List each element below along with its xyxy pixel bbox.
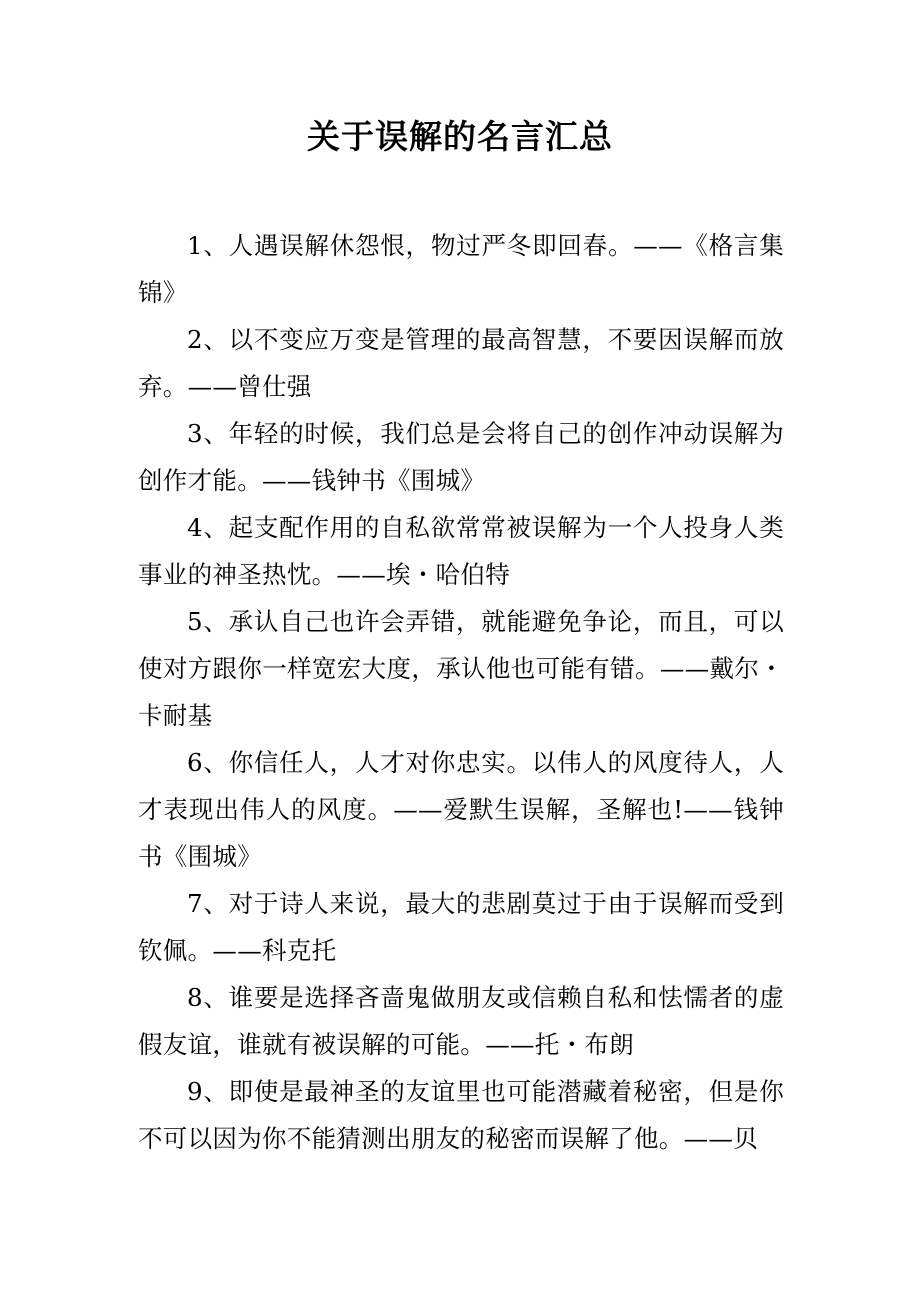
quote-item-1: 1、人遇误解休怨恨，物过严冬即回春。——《格言集锦》 [138,231,784,307]
quote-item-2: 2、以不变应万变是管理的最高智慧，不要因误解而放弃。——曾仕强 [138,325,784,401]
quote-list [138,222,784,1162]
quote-item-3: 3、年轻的时候，我们总是会将自己的创作冲动误解为创作才能。——钱钟书《围城》 [138,419,784,495]
quote-item-9: 9、即使是最神圣的友谊里也可能潜藏着秘密，但是你不可以因为你不能猜测出朋友的秘密而误解了他。——贝 [138,1077,784,1153]
quote-item-5: 5、承认自己也许会弄错，就能避免争论，而且，可以使对方跟你一样宽宏大度，承认他也可能有错。——戴尔・卡耐基 [138,607,784,730]
document-title: 关于误解的名言汇总 [307,117,613,156]
quote-item-7: 7、对于诗人来说，最大的悲剧莫过于由于误解而受到钦佩。——科克托 [138,889,784,965]
quote-item-4: 4、起支配作用的自私欲常常被误解为一个人投身人类事业的神圣热忱。——埃・哈伯特 [138,513,784,589]
quote-item-6: 6、你信任人，人才对你忠实。以伟人的风度待人，人才表现出伟人的风度。——爱默生误解，圣解也!——钱钟书《围城》 [138,748,784,871]
quote-item-8: 8、谁要是选择吝啬鬼做朋友或信赖自私和怯懦者的虚假友谊，谁就有被误解的可能。——托・布朗 [138,983,784,1059]
